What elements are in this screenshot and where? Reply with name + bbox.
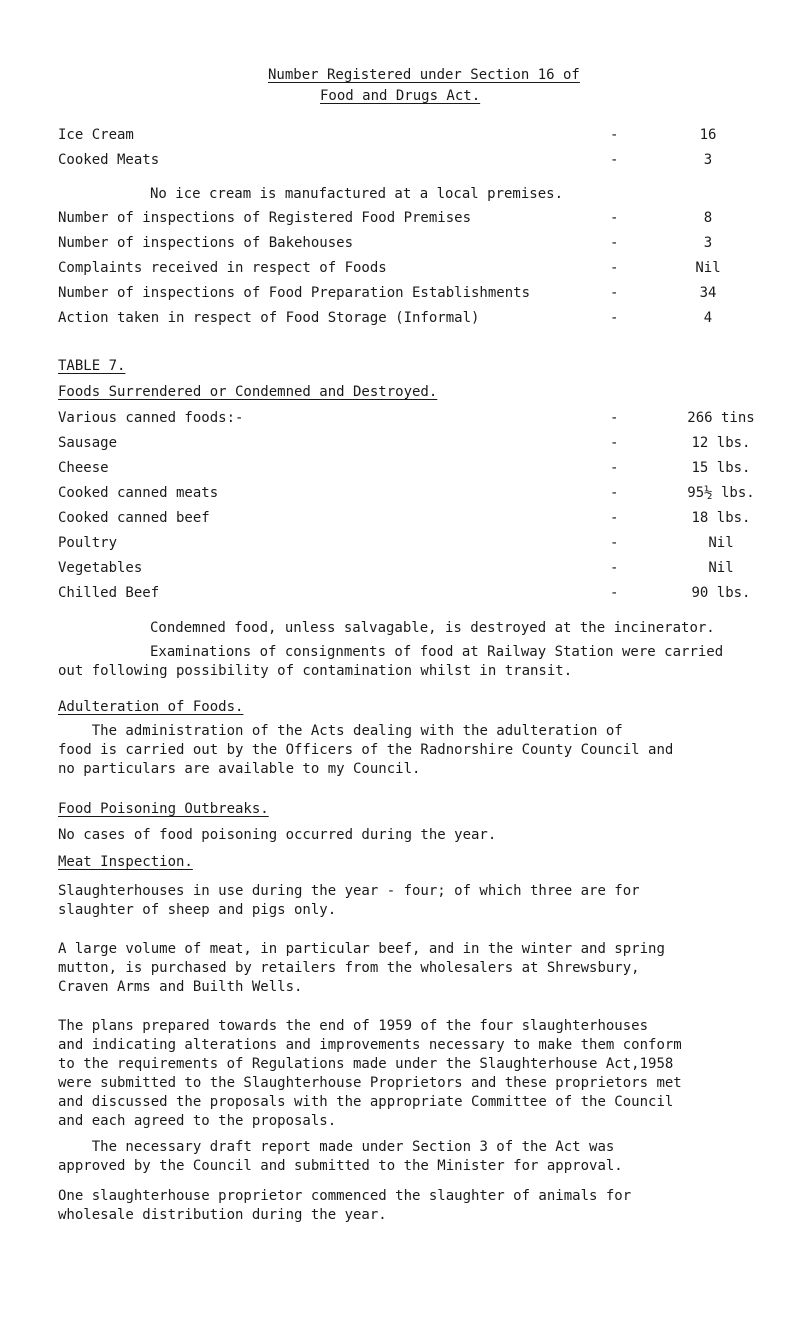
row-value: 8 bbox=[703, 210, 713, 226]
table-row-label: Cooked canned beef bbox=[58, 510, 210, 526]
table-7-subtitle: Foods Surrendered or Condemned and Destroyed. bbox=[58, 384, 438, 400]
table-row-value: 266 tins bbox=[687, 410, 755, 426]
row-label: Cooked Meats bbox=[58, 152, 160, 168]
registered-row bbox=[58, 151, 768, 171]
table-row-value: Nil bbox=[708, 535, 734, 551]
row-dash: - bbox=[610, 410, 619, 426]
table-row bbox=[58, 534, 778, 554]
table-row-value: 12 lbs. bbox=[691, 435, 751, 451]
table-row bbox=[58, 584, 778, 604]
row-dash: - bbox=[610, 510, 619, 526]
row-dash: - bbox=[610, 435, 619, 451]
table-row-label: Chilled Beef bbox=[58, 585, 160, 601]
row-label: Number of inspections of Bakehouses bbox=[58, 235, 354, 251]
table-row-value: 15 lbs. bbox=[691, 460, 751, 476]
row-dash: - bbox=[610, 210, 619, 226]
table-row bbox=[58, 559, 778, 579]
row-label: Complaints received in respect of Foods bbox=[58, 260, 387, 276]
inspection-row bbox=[58, 259, 768, 279]
meat-inspection-para-5: One slaughterhouse proprietor commenced the slaughter of animals for wholesale distribution during the year. bbox=[58, 1188, 632, 1223]
table-row-value: Nil bbox=[708, 560, 734, 576]
food-poisoning-text: No cases of food poisoning occurred during the year. bbox=[58, 827, 497, 843]
table-row-value: 18 lbs. bbox=[691, 510, 751, 526]
adulteration-heading: Adulteration of Foods. bbox=[58, 699, 244, 715]
table-row bbox=[58, 484, 778, 504]
food-poisoning-heading: Food Poisoning Outbreaks. bbox=[58, 801, 269, 817]
meat-inspection-para-2: A large volume of meat, in particular beef, and in the winter and spring mutton, is purchased by retailers from the wholesalers at Shrewsbury, Craven Arms and Builth Wells. bbox=[58, 941, 665, 995]
heading-line-1: Number Registered under Section 16 of bbox=[268, 67, 580, 83]
table-row bbox=[58, 459, 778, 479]
meat-inspection-para-1: Slaughterhouses in use during the year - four; of which three are for slaughter of sheep and pigs only. bbox=[58, 883, 640, 918]
row-value: 3 bbox=[703, 152, 713, 168]
row-dash: - bbox=[610, 285, 619, 301]
adulteration-text: The administration of the Acts dealing with the adulteration of food is carried out by the Officers of the Radnorshire County Council and no particulars are available to my Council. bbox=[58, 723, 674, 777]
row-value: 3 bbox=[703, 235, 713, 251]
inspection-row bbox=[58, 284, 768, 304]
row-dash: - bbox=[610, 260, 619, 276]
table-row bbox=[58, 509, 778, 529]
row-label: Ice Cream bbox=[58, 127, 134, 143]
table-row-label: Sausage bbox=[58, 435, 118, 451]
row-label: Number of inspections of Registered Food Premises bbox=[58, 210, 472, 226]
row-dash: - bbox=[610, 460, 619, 476]
row-value: 34 bbox=[699, 285, 717, 301]
row-dash: - bbox=[610, 127, 619, 143]
row-dash: - bbox=[610, 152, 619, 168]
table-row-label: Cooked canned meats bbox=[58, 485, 219, 501]
row-dash: - bbox=[610, 310, 619, 326]
table-row-value: 90 lbs. bbox=[691, 585, 751, 601]
meat-inspection-para-4: The necessary draft report made under Section 3 of the Act was approved by the Council and submitted to the Minister for approval. bbox=[58, 1139, 623, 1174]
table-row-label: Various canned foods:- bbox=[58, 410, 244, 426]
row-dash: - bbox=[610, 535, 619, 551]
table-row-label: Poultry bbox=[58, 535, 118, 551]
condemned-note: Condemned food, unless salvagable, is destroyed at the incinerator. bbox=[150, 620, 715, 636]
table-row-label: Vegetables bbox=[58, 560, 143, 576]
table-row-label: Cheese bbox=[58, 460, 109, 476]
railway-note-line-1: Examinations of consignments of food at Railway Station were carried bbox=[150, 644, 724, 660]
row-dash: - bbox=[610, 560, 619, 576]
registered-row bbox=[58, 126, 768, 146]
row-dash: - bbox=[610, 585, 619, 601]
table-row-value: 95½ lbs. bbox=[687, 485, 755, 501]
table-row bbox=[58, 409, 778, 429]
row-value: 4 bbox=[703, 310, 713, 326]
row-value: 16 bbox=[699, 127, 717, 143]
row-dash: - bbox=[610, 485, 619, 501]
row-label: Number of inspections of Food Preparation Establishments bbox=[58, 285, 531, 301]
heading-line-2: Food and Drugs Act. bbox=[320, 88, 481, 104]
inspection-row bbox=[58, 209, 768, 229]
meat-inspection-para-3: The plans prepared towards the end of 1959 of the four slaughterhouses and indicating alterations and improvements necessary to make them conform to the requirements of Regulations made under the Slaughterhouse Act,1958 were submitted to the Slaughterhouse Proprietors and these proprietors met and discussed the proposals with the appropriate Committee of the Council and each agreed to the proposals. bbox=[58, 1018, 682, 1129]
railway-note-line-2: out following possibility of contamination whilst in transit. bbox=[58, 663, 573, 679]
row-dash: - bbox=[610, 235, 619, 251]
ice-cream-note: No ice cream is manufactured at a local premises. bbox=[150, 186, 564, 202]
inspection-row bbox=[58, 309, 768, 329]
row-value: Nil bbox=[695, 260, 721, 276]
inspection-row bbox=[58, 234, 768, 254]
meat-inspection-heading: Meat Inspection. bbox=[58, 854, 193, 870]
table-row bbox=[58, 434, 778, 454]
table-7-title: TABLE 7. bbox=[58, 358, 126, 374]
row-label: Action taken in respect of Food Storage (Informal) bbox=[58, 310, 480, 326]
